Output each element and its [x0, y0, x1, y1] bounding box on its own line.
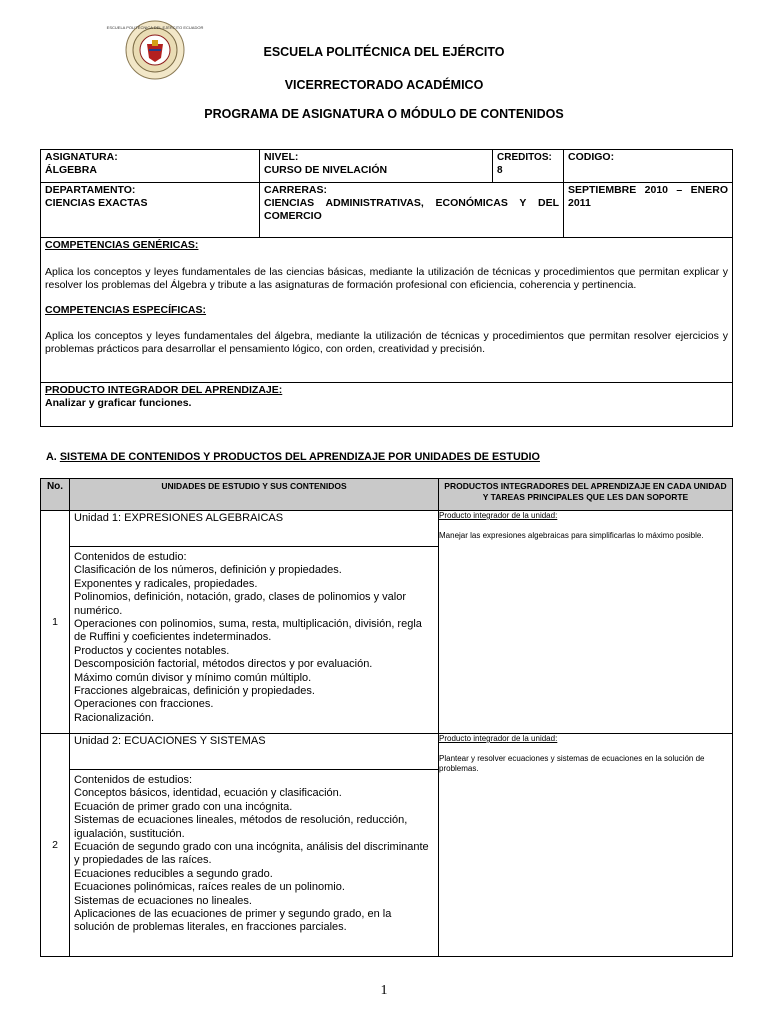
codigo-cell — [564, 150, 733, 183]
departamento-label: DEPARTAMENTO: — [45, 184, 136, 196]
header-no: No. — [41, 479, 70, 511]
unit-title: Unidad 1: EXPRESIONES ALGEBRAICAS — [70, 511, 438, 547]
producto-integrador-label: PRODUCTO INTEGRADOR DEL APRENDIZAJE: — [45, 384, 283, 396]
unit-contents-cell — [70, 734, 439, 957]
producto-integrador-value: Analizar y graficar funciones. — [45, 397, 192, 409]
seal-text: ESCUELA POLITÉCNICA DEL EJÉRCITO ECUADOR — [106, 25, 204, 30]
list-item: Racionalización. — [74, 711, 155, 724]
list-item: Descomposición factorial, métodos directos y por evaluación. — [74, 658, 373, 671]
table-row — [41, 734, 733, 957]
list-item: Ecuaciones reducibles a segundo grado. — [74, 867, 273, 880]
codigo-label: CODIGO: — [568, 151, 615, 163]
carreras-label: CARRERAS: — [264, 184, 327, 196]
section-heading — [46, 451, 540, 463]
contents-label: Contenidos de estudio: — [74, 551, 187, 563]
office-title: VICERRECTORADO ACADÉMICO — [284, 78, 484, 92]
list-item: Ecuación de segundo grado con una incógnita, análisis del discriminante y propiedades de las raíces. — [74, 841, 429, 867]
list-item: Máximo común divisor y mínimo común múltiplo. — [74, 671, 312, 684]
list-item: Operaciones con polinomios, suma, resta, multiplicación, división, regla de Ruffini y coeficientes indeterminados. — [74, 618, 422, 644]
institution-title: ESCUELA POLITÉCNICA DEL EJÉRCITO — [263, 45, 505, 59]
competencias-especificas-label: COMPETENCIAS ESPECÍFICAS: — [45, 304, 207, 316]
product-label: Producto integrador de la unidad: — [439, 734, 558, 743]
producto-integrador-cell — [41, 383, 733, 427]
page-number: 1 — [380, 983, 388, 998]
product-label: Producto integrador de la unidad: — [439, 511, 558, 520]
program-title: PROGRAMA DE ASIGNATURA O MÓDULO DE CONTENIDOS — [204, 107, 564, 121]
asignatura-value: ÁLGEBRA — [45, 164, 97, 176]
contents-label: Contenidos de estudios: — [74, 774, 193, 786]
carreras-cell — [260, 183, 564, 238]
list-item: Exponentes y radicales, propiedades. — [74, 577, 258, 590]
unit-title: Unidad 2: ECUACIONES Y SISTEMAS — [70, 734, 438, 770]
nivel-cell — [260, 150, 493, 183]
list-item: Operaciones con fracciones. — [74, 698, 214, 711]
departamento-value: CIENCIAS EXACTAS — [45, 197, 148, 209]
product-text: Manejar las expresiones algebraicas para simplificarlas lo máximo posible. — [439, 531, 704, 540]
header-unidades: UNIDADES DE ESTUDIO Y SUS CONTENIDOS — [70, 479, 439, 511]
list-item: Conceptos básicos, identidad, ecuación y clasificación. — [74, 787, 342, 800]
competencias-genericas-label: COMPETENCIAS GENÉRICAS: — [45, 239, 199, 251]
units-table — [40, 478, 733, 957]
course-info-table — [40, 149, 733, 427]
section-prefix: A. — [46, 451, 57, 463]
competencias-especificas-text: Aplica los conceptos y leyes fundamentales del álgebra, mediante la utilización de técnicas y procedimientos que permitan resolver ejercicios y problemas prácticos para desarrollar el pensamiento lógico, con orden, creatividad y precisión. — [45, 330, 728, 355]
list-item: Ecuación de primer grado con una incógnita. — [74, 800, 293, 813]
unit-number: 2 — [41, 734, 70, 957]
product-text: Plantear y resolver ecuaciones y sistemas de ecuaciones en la solución de problemas. — [439, 754, 705, 773]
unit-product-cell — [439, 511, 733, 734]
unit-number: 1 — [41, 511, 70, 734]
header-productos: PRODUCTOS INTEGRADORES DEL APRENDIZAJE EN CADA UNIDAD Y TAREAS PRINCIPALES QUE LES DAN SOPORTE — [439, 479, 733, 511]
nivel-label: NIVEL: — [264, 151, 299, 163]
creditos-label: CREDITOS: — [497, 152, 552, 163]
nivel-value: CURSO DE NIVELACIÓN — [264, 164, 388, 176]
unit-product-cell — [439, 734, 733, 957]
departamento-cell — [41, 183, 260, 238]
section-title: SISTEMA DE CONTENIDOS Y PRODUCTOS DEL APRENDIZAJE POR UNIDADES DE ESTUDIO — [59, 451, 540, 463]
list-item: Polinomios, definición, notación, grado, clases de polinomios y valor numérico. — [74, 591, 407, 617]
carreras-value: CIENCIAS ADMINISTRATIVAS, ECONÓMICAS Y DEL COMERCIO — [264, 197, 559, 222]
creditos-value: 8 — [497, 165, 503, 176]
unit-contents — [70, 547, 438, 728]
periodo-value: SEPTIEMBRE 2010 – ENERO 2011 — [568, 184, 728, 209]
competencias-cell — [41, 238, 733, 383]
list-item: Clasificación de los números, definición y propiedades. — [74, 564, 342, 577]
table-row — [41, 511, 733, 734]
asignatura-label: ASIGNATURA: — [45, 151, 118, 163]
list-item: Sistemas de ecuaciones lineales, métodos de resolución, reducción, igualación, sustitución. — [74, 814, 408, 840]
unit-contents — [70, 770, 438, 938]
competencias-genericas-text: Aplica los conceptos y leyes fundamentales de las ciencias básicas, mediante la utilización de técnicas y procedimientos que permitan explicar y resolver los problemas del Álgebra y tribute a las asignaturas de formación profesional con eficiencia, coherencia y pertinencia. — [45, 266, 728, 291]
list-item: Fracciones algebraicas, definición y propiedades. — [74, 685, 315, 698]
asignatura-cell — [41, 150, 260, 183]
list-item: Productos y cocientes notables. — [74, 644, 230, 657]
periodo-cell — [564, 183, 733, 238]
list-item: Aplicaciones de las ecuaciones de primer y segundo grado, en la solución de problemas literales, en fracciones parciales. — [74, 908, 392, 934]
creditos-cell — [493, 150, 564, 183]
unit-contents-cell — [70, 511, 439, 734]
list-item: Ecuaciones polinómicas, raíces reales de un polinomio. — [74, 881, 345, 894]
list-item: Sistemas de ecuaciones no lineales. — [74, 894, 252, 907]
